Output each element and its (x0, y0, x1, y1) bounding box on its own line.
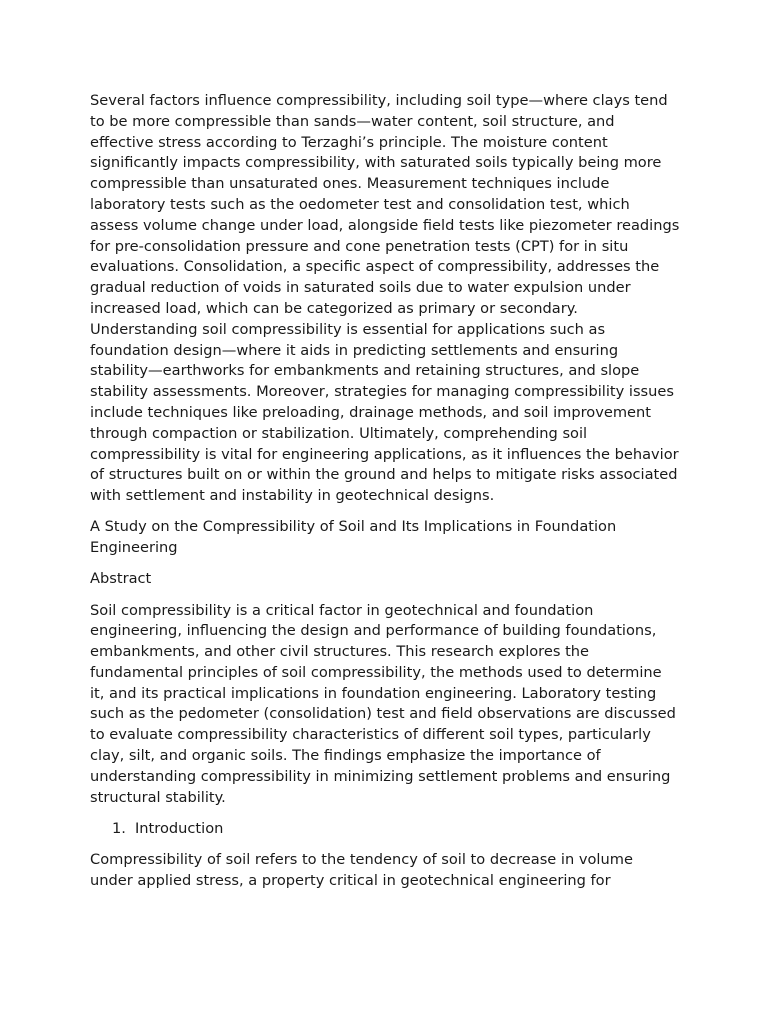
document-title: A Study on the Compressibility of Soil and Its Implications in Foundation Engineering (90, 518, 617, 557)
section-number: 1. (112, 819, 126, 837)
document-page (90, 91, 680, 902)
intro-paragraph: Several factors influence compressibility, including soil type—where clays tend to be more compressible than sands—water content, soil structure, and effective stress according to Terzaghi’s principle. The moisture content significantly impacts compressibility, with saturated soils typically being more compressible than unsaturated ones. Measurement techniques include laboratory tests such as the oedometer test and consolidation test, which assess volume change under load, alongside field tests like piezometer readings for pre-consolidation pressure and cone penetration tests (CPT) for in situ evaluations. Consolidation, a specific aspect of compressibility, addresses the gradual reduction of voids in saturated soils due to water expulsion under increased load, which can be categorized as primary or secondary. Understanding soil compressibility is essential for applications such as foundation design—where it aids in predicting settlements and ensuring stability—earthworks for embankments and retaining structures, and slope stability assessments. Moreover, strategies for managing compressibility issues include techniques like preloading, drainage methods, and soil improvement through compaction or stabilization. Ultimately, comprehending soil compressibility is vital for engineering applications, as it influences the behavior of structures built on or within the ground and helps to mitigate risks associated with settlement and instability in geotechnical designs. (90, 92, 680, 505)
section-heading-introduction (112, 819, 680, 840)
abstract-text: Soil compressibility is a critical factor in geotechnical and foundation engineering, influencing the design and performance of building foundations, embankments, and other civil structures. This research explores the fundamental principles of soil compressibility, the methods used to determine it, and its practical implications in foundation engineering. Laboratory testing such as the pedometer (consolidation) test and field observations are discussed to evaluate compressibility characteristics of different soil types, particularly clay, silt, and organic soils. The findings emphasize the importance of understanding compressibility in minimizing settlement problems and ensuring structural stability. (90, 601, 676, 806)
abstract-heading: Abstract (90, 570, 152, 588)
section-title: Introduction (135, 819, 224, 837)
introduction-text: Compressibility of soil refers to the tendency of soil to decrease in volume under applied stress, a property critical in geotechnical engineering for (90, 851, 633, 889)
